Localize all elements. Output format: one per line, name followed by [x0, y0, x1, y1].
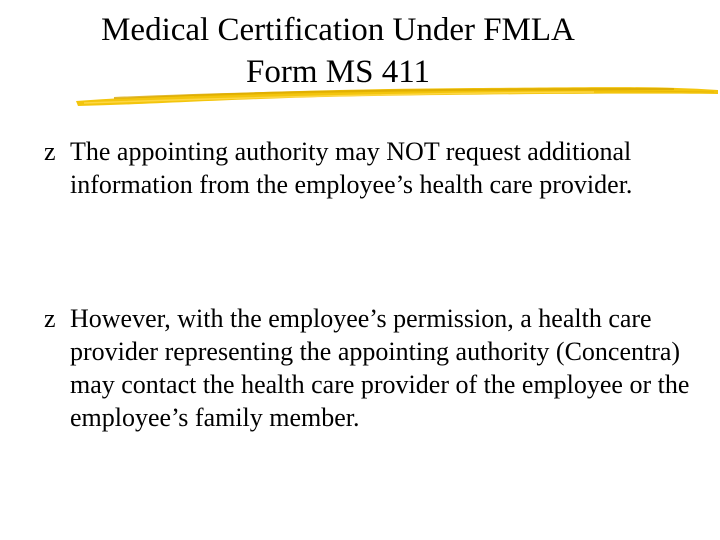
bullet-text: However, with the employee’s permission, a health care provider representing the appointing authority (Concentra) may contact the health care provider of the employee or the employee’s family member. [70, 304, 690, 432]
bullet-item [44, 135, 704, 201]
z-bullet-icon: z [44, 137, 56, 166]
bullet-text: The appointing authority may NOT request additional information from the employee’s health care provider. [70, 137, 633, 199]
brush-underline [74, 80, 720, 110]
slide-title: Medical Certification Under FMLA [101, 12, 575, 48]
slide-subtitle: Form MS 411 [246, 54, 430, 90]
bullet-item [44, 302, 704, 434]
z-bullet-icon: z [44, 304, 56, 333]
